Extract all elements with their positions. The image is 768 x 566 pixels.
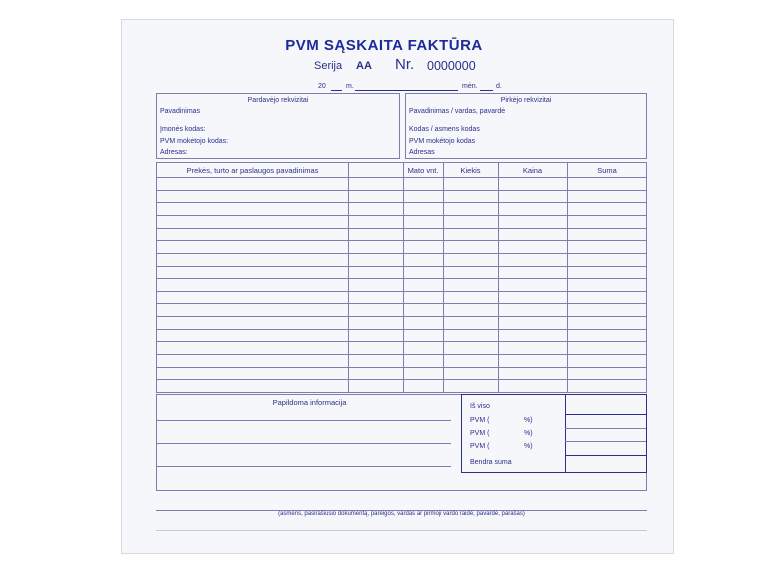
table-row[interactable] bbox=[157, 190, 646, 191]
month-blank[interactable] bbox=[355, 90, 458, 91]
vat-percent: %) bbox=[524, 430, 533, 437]
table-row[interactable] bbox=[157, 379, 646, 380]
buyer-name-label: Pavadinimas / vardas, pavardė bbox=[409, 108, 506, 115]
column-header: Kaina bbox=[522, 166, 543, 175]
table-row[interactable] bbox=[157, 278, 646, 279]
bottom-line bbox=[156, 530, 647, 531]
info-line[interactable] bbox=[157, 466, 451, 467]
column-header: Suma bbox=[597, 166, 617, 175]
buyer-code-label: Kodas / asmens kodas bbox=[409, 126, 480, 133]
grand-total-cell[interactable] bbox=[565, 455, 646, 456]
table-row[interactable] bbox=[157, 329, 646, 330]
buyer-address-label: Adresas bbox=[409, 149, 435, 156]
table-row[interactable] bbox=[157, 177, 646, 178]
grand-total-label: Bendra suma bbox=[470, 459, 512, 466]
column-header: Kiekis bbox=[460, 166, 481, 175]
buyer-heading: Pirkėjo rekvizitai bbox=[500, 97, 552, 104]
table-row[interactable] bbox=[157, 367, 646, 368]
vat-percent: %) bbox=[524, 417, 533, 424]
seller-heading: Pardavėjo rekvizitai bbox=[247, 97, 309, 104]
subtotal-label: Iš viso bbox=[470, 403, 490, 410]
date-year-prefix: 20 bbox=[318, 83, 326, 90]
day-blank[interactable] bbox=[480, 90, 493, 91]
number-label: Nr. bbox=[395, 56, 415, 73]
subtotal-cell[interactable] bbox=[565, 414, 646, 415]
buyer-vat-code-label: PVM mokėtojo kodas bbox=[409, 138, 476, 145]
table-row[interactable] bbox=[157, 354, 646, 355]
items-table bbox=[156, 162, 647, 393]
vat-percent: %) bbox=[524, 443, 533, 450]
table-row[interactable] bbox=[157, 291, 646, 292]
seller-company-code-label: Įmonės kodas: bbox=[160, 126, 206, 133]
series-label: Serija bbox=[314, 60, 343, 72]
table-row[interactable] bbox=[157, 240, 646, 241]
table-row[interactable] bbox=[157, 228, 646, 229]
table-row[interactable] bbox=[157, 303, 646, 304]
date-year-suffix: m. bbox=[346, 83, 354, 90]
vat-cell[interactable] bbox=[565, 428, 646, 429]
table-row[interactable] bbox=[157, 341, 646, 342]
vat-cell[interactable] bbox=[565, 441, 646, 442]
seller-vat-code-label: PVM mokėtojo kodas: bbox=[160, 138, 229, 145]
vat-label: PVM ( bbox=[470, 443, 490, 450]
table-row[interactable] bbox=[157, 202, 646, 203]
date-day-suffix: d. bbox=[496, 83, 502, 90]
signature-caption: (asmens, pasirašiusio dokumentą, pareigos, vardas ar pirmoji vardo raidė, pavardė, parašas) bbox=[278, 511, 525, 517]
totals-divider bbox=[565, 395, 566, 472]
totals-box bbox=[461, 394, 647, 473]
number-value[interactable]: 0000000 bbox=[427, 59, 476, 73]
table-row[interactable] bbox=[157, 266, 646, 267]
additional-info-label: Papildoma informacija bbox=[272, 398, 347, 407]
seller-address-label: Adresas: bbox=[160, 149, 188, 156]
table-row[interactable] bbox=[157, 316, 646, 317]
info-line[interactable] bbox=[157, 420, 451, 421]
year-blank[interactable] bbox=[331, 90, 342, 91]
column-header: Prekės, turto ar paslaugos pavadinimas bbox=[186, 166, 319, 175]
series-value[interactable]: AA bbox=[356, 60, 372, 72]
table-row[interactable] bbox=[157, 215, 646, 216]
invoice-title: PVM SĄSKAITA FAKTŪRA bbox=[285, 37, 483, 54]
vat-label: PVM ( bbox=[470, 417, 490, 424]
table-row[interactable] bbox=[157, 253, 646, 254]
date-month-suffix: mėn. bbox=[462, 83, 478, 90]
vat-label: PVM ( bbox=[470, 430, 490, 437]
seller-box bbox=[156, 93, 400, 159]
seller-name-label: Pavadinimas bbox=[160, 108, 201, 115]
info-line[interactable] bbox=[157, 443, 451, 444]
buyer-box bbox=[405, 93, 647, 159]
column-header: Mato vnt. bbox=[407, 166, 439, 175]
